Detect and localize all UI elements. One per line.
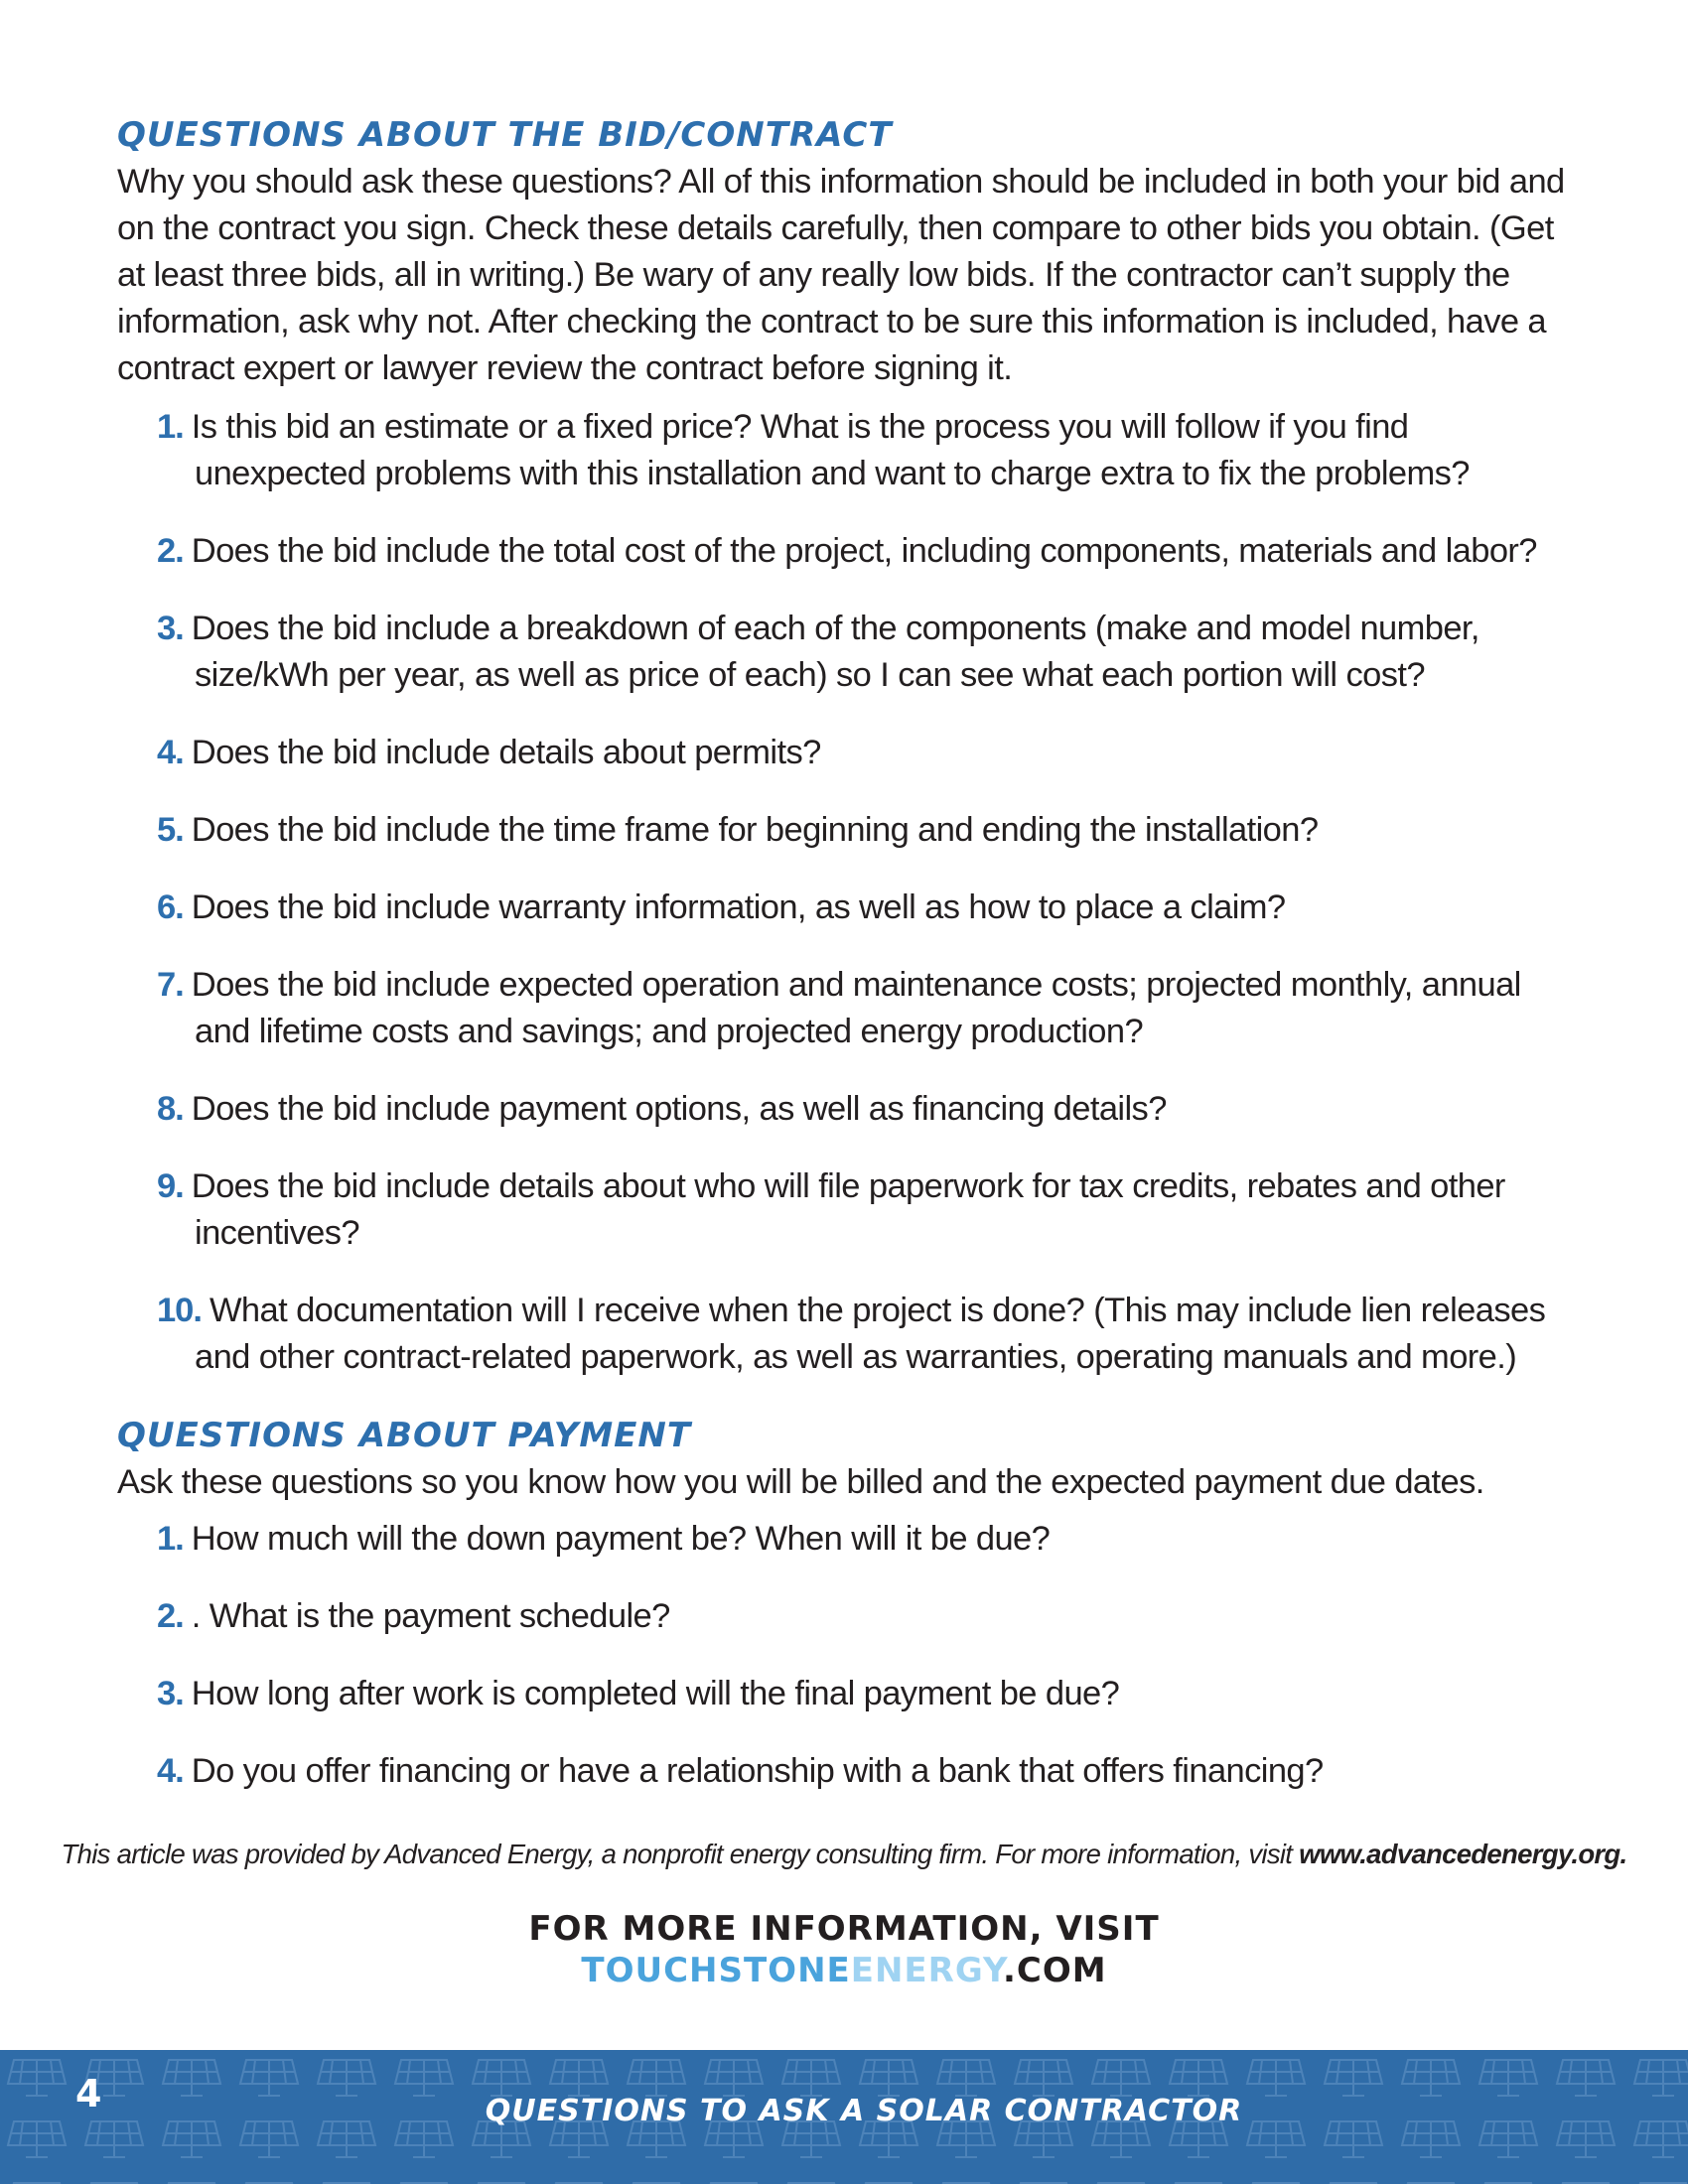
question-text: Does the bid include payment options, as well as financing details?	[191, 1090, 1167, 1128]
question-number: 8.	[157, 1090, 184, 1128]
list-item	[117, 528, 1567, 575]
question-text: What documentation will I receive when the project is done? (This may include lien releases and other contract-related paperwork, as well as warranties, operating manuals and more.)	[195, 1292, 1546, 1376]
bid-questions-list	[117, 404, 1567, 1381]
list-item	[117, 730, 1567, 776]
credit-website-link[interactable]: www.advancedenergy.org.	[1299, 1839, 1627, 1869]
touchstone-website-link[interactable]	[0, 1950, 1688, 1991]
list-item	[117, 1748, 1567, 1795]
question-number: 2.	[157, 532, 184, 570]
list-item	[117, 1516, 1567, 1563]
payment-heading: QUESTIONS ABOUT PAYMENT	[117, 1416, 692, 1455]
question-number: 7.	[157, 966, 184, 1004]
more-info-callout	[0, 1908, 1688, 1991]
list-item	[117, 1163, 1567, 1257]
more-info-label: FOR MORE INFORMATION, VISIT	[528, 1909, 1160, 1949]
question-text: Does the bid include the total cost of the project, including components, materials and labor?	[191, 532, 1537, 570]
question-text: . What is the payment schedule?	[191, 1597, 670, 1635]
article-credit	[0, 1839, 1688, 1870]
question-text: Does the bid include the time frame for beginning and ending the installation?	[191, 811, 1319, 849]
question-text: Is this bid an estimate or a fixed price? What is the process you will follow if you find unexpected problems with this installation and want to charge extra to fix the problems?	[191, 408, 1470, 492]
list-item	[117, 404, 1567, 497]
question-number: 10.	[157, 1292, 202, 1329]
footer-title: QUESTIONS TO ASK A SOLAR CONTRACTOR	[485, 2094, 1243, 2128]
list-item	[117, 1288, 1567, 1381]
link-part-touchstone: TOUCHSTONE	[581, 1951, 851, 1990]
question-text: How much will the down payment be? When will it be due?	[191, 1520, 1051, 1558]
link-part-com: .COM	[1003, 1951, 1107, 1990]
page-content	[117, 111, 1567, 1826]
list-item	[117, 606, 1567, 699]
question-number: 4.	[157, 734, 184, 771]
payment-questions-list	[117, 1516, 1567, 1795]
question-number: 3.	[157, 610, 184, 647]
question-text: Does the bid include warranty information, as well as how to place a claim?	[191, 888, 1286, 926]
question-text: Does the bid include expected operation and maintenance costs; projected monthly, annual and lifetime costs and savings; and projected energy production?	[191, 966, 1521, 1050]
link-part-energy: ENERGY	[850, 1951, 1003, 1990]
bid-contract-intro: Why you should ask these questions? All of this information should be included in both your bid and on the contract you sign. Check these details carefully, then compare to other bids you obtain. (Get at least three bids, all in writing.) Be wary of any really low bids. If the contractor can’t supply the information, ask why not. After checking the contract to be sure this information is included, have a contract expert or lawyer review the contract before signing it.	[117, 163, 1565, 387]
credit-text: This article was provided by Advanced Energy, a nonprofit energy consulting firm. For more information, visit	[61, 1839, 1293, 1869]
list-item	[117, 1671, 1567, 1717]
question-text: Does the bid include details about permits?	[191, 734, 821, 771]
question-text: Does the bid include a breakdown of each of the components (make and model number, size/kWh per year, as well as price of each) so I can see what each portion will cost?	[191, 610, 1479, 694]
question-text: Does the bid include details about who will file paperwork for tax credits, rebates and other incentives?	[191, 1167, 1505, 1252]
question-text: How long after work is completed will the final payment be due?	[191, 1675, 1120, 1712]
list-item	[117, 885, 1567, 931]
page-number: 4	[75, 2072, 102, 2116]
payment-intro: Ask these questions so you know how you will be billed and the expected payment due dates.	[117, 1463, 1484, 1501]
question-number: 5.	[157, 811, 184, 849]
list-item	[117, 1086, 1567, 1133]
question-number: 2.	[157, 1597, 184, 1635]
page-footer	[0, 2050, 1688, 2184]
question-number: 1.	[157, 1520, 184, 1558]
question-number: 6.	[157, 888, 184, 926]
question-number: 1.	[157, 408, 184, 446]
question-number: 9.	[157, 1167, 184, 1205]
list-item	[117, 962, 1567, 1055]
question-number: 4.	[157, 1752, 184, 1790]
question-number: 3.	[157, 1675, 184, 1712]
question-text: Do you offer financing or have a relationship with a bank that offers financing?	[191, 1752, 1324, 1790]
list-item	[117, 1593, 1567, 1640]
bid-contract-heading: QUESTIONS ABOUT THE BID/CONTRACT	[117, 115, 893, 155]
list-item	[117, 807, 1567, 854]
